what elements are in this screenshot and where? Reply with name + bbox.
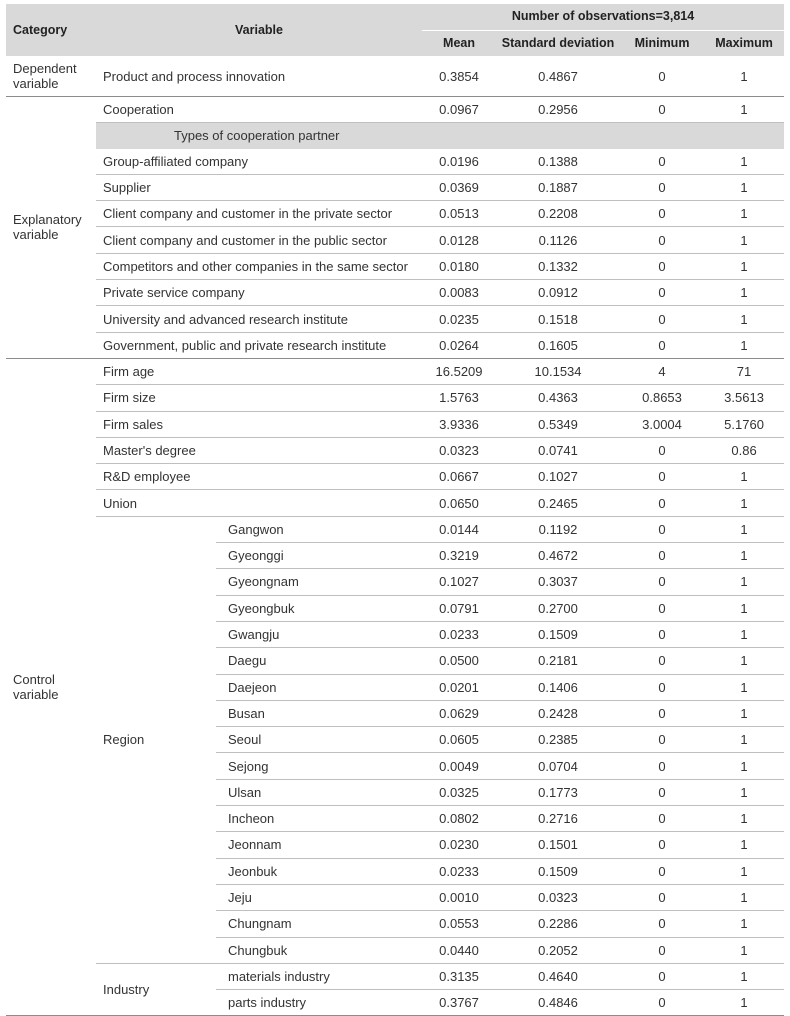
cell-mean: 0.0235 xyxy=(422,306,496,332)
group-industry: Industry xyxy=(96,963,216,1016)
cell-mean: 0.0667 xyxy=(422,464,496,490)
header-observations: Number of observations=3,814 xyxy=(422,4,784,30)
cell-min: 0 xyxy=(620,56,704,97)
region-name: Gangwon xyxy=(216,516,422,542)
cell-max: 1 xyxy=(704,332,784,358)
cell-mean: 0.0233 xyxy=(422,858,496,884)
cell-mean: 0.1027 xyxy=(422,569,496,595)
cell-max: 1 xyxy=(704,464,784,490)
cell-mean: 16.5209 xyxy=(422,358,496,384)
cell-min: 0 xyxy=(620,227,704,253)
header-variable: Variable xyxy=(96,4,422,56)
cell-sd: 0.1192 xyxy=(496,516,620,542)
cell-max: 1 xyxy=(704,648,784,674)
cell-min: 0 xyxy=(620,963,704,989)
cell-min: 0 xyxy=(620,280,704,306)
cell-min: 0 xyxy=(620,858,704,884)
cell-min: 0 xyxy=(620,464,704,490)
cell-sd: 0.1509 xyxy=(496,858,620,884)
cell-mean: 0.0650 xyxy=(422,490,496,516)
cell-max: 5.1760 xyxy=(704,411,784,437)
region-name: Chungbuk xyxy=(216,937,422,963)
cell-min: 0 xyxy=(620,806,704,832)
cell-sd: 0.1605 xyxy=(496,332,620,358)
table-body xyxy=(6,56,784,1016)
cell-mean: 0.0605 xyxy=(422,727,496,753)
variable-name: Competitors and other companies in the same sector xyxy=(96,253,422,279)
table-row xyxy=(6,149,784,175)
variable-name: Supplier xyxy=(96,174,422,200)
cell-mean: 0.0802 xyxy=(422,806,496,832)
region-name: Gyeongbuk xyxy=(216,595,422,621)
cell-max: 1 xyxy=(704,700,784,726)
cell-max: 0.86 xyxy=(704,437,784,463)
region-name: Incheon xyxy=(216,806,422,832)
cell-min: 0 xyxy=(620,595,704,621)
cell-min: 0 xyxy=(620,490,704,516)
cell-max: 1 xyxy=(704,937,784,963)
cell-mean: 1.5763 xyxy=(422,385,496,411)
cell-mean: 0.0196 xyxy=(422,149,496,175)
cell-min: 0 xyxy=(620,332,704,358)
cell-mean: 0.0128 xyxy=(422,227,496,253)
cell-mean: 0.0049 xyxy=(422,753,496,779)
variable-name: University and advanced research institute xyxy=(96,306,422,332)
cell-max: 71 xyxy=(704,358,784,384)
region-name: Sejong xyxy=(216,753,422,779)
table-row xyxy=(6,385,784,411)
table-row xyxy=(6,253,784,279)
cell-sd: 0.4672 xyxy=(496,543,620,569)
variable-name: Private service company xyxy=(96,280,422,306)
table-row xyxy=(6,332,784,358)
variable-name: R&D employee xyxy=(96,464,422,490)
cell-sd: 0.2956 xyxy=(496,97,620,123)
variable-name: Group-affiliated company xyxy=(96,149,422,175)
group-region: Region xyxy=(96,516,216,963)
cell-max: 1 xyxy=(704,149,784,175)
cell-mean: 0.0325 xyxy=(422,779,496,805)
cell-sd: 0.1332 xyxy=(496,253,620,279)
cell-max: 1 xyxy=(704,806,784,832)
table-row xyxy=(6,516,784,542)
table-row xyxy=(6,490,784,516)
cell-sd: 0.1887 xyxy=(496,174,620,200)
header-sd: Standard deviation xyxy=(496,30,620,56)
cell-mean: 0.0083 xyxy=(422,280,496,306)
cell-mean: 0.0553 xyxy=(422,911,496,937)
table-row xyxy=(6,358,784,384)
cell-min: 0 xyxy=(620,700,704,726)
cell-min: 0 xyxy=(620,543,704,569)
region-name: Jeonnam xyxy=(216,832,422,858)
cell-sd: 0.0912 xyxy=(496,280,620,306)
region-name: Gyeongnam xyxy=(216,569,422,595)
category-dependent: Dependent variable xyxy=(6,56,96,97)
cell-min: 0 xyxy=(620,97,704,123)
table-row xyxy=(6,963,784,989)
cell-sd: 0.4846 xyxy=(496,990,620,1016)
cell-sd: 0.5349 xyxy=(496,411,620,437)
table-row xyxy=(6,437,784,463)
header-min: Minimum xyxy=(620,30,704,56)
variable-name: Firm size xyxy=(96,385,422,411)
cell-min: 0 xyxy=(620,253,704,279)
cell-min: 4 xyxy=(620,358,704,384)
cell-mean: 0.3219 xyxy=(422,543,496,569)
variable-name: Client company and customer in the public sector xyxy=(96,227,422,253)
cell-mean: 0.0201 xyxy=(422,674,496,700)
variable-name: Client company and customer in the private sector xyxy=(96,201,422,227)
cell-sd: 0.2208 xyxy=(496,201,620,227)
cell-max: 1 xyxy=(704,174,784,200)
header-mean: Mean xyxy=(422,30,496,56)
table-row xyxy=(6,56,784,97)
cell-min: 0 xyxy=(620,674,704,700)
cell-sd: 0.1509 xyxy=(496,621,620,647)
cell-max: 1 xyxy=(704,306,784,332)
variable-name: Firm age xyxy=(96,358,422,384)
cell-min: 0 xyxy=(620,201,704,227)
variable-name: Master's degree xyxy=(96,437,422,463)
region-name: Ulsan xyxy=(216,779,422,805)
cell-min: 0.8653 xyxy=(620,385,704,411)
cell-min: 0 xyxy=(620,174,704,200)
variable-name: Government, public and private research institute xyxy=(96,332,422,358)
table-header xyxy=(6,4,784,56)
region-name: Daegu xyxy=(216,648,422,674)
cell-min: 0 xyxy=(620,621,704,647)
cell-max: 1 xyxy=(704,832,784,858)
cell-max: 1 xyxy=(704,56,784,97)
table-row xyxy=(6,306,784,332)
cell-max: 1 xyxy=(704,543,784,569)
cell-max: 1 xyxy=(704,516,784,542)
cell-mean: 0.0264 xyxy=(422,332,496,358)
cell-min: 0 xyxy=(620,990,704,1016)
variable-name: Union xyxy=(96,490,422,516)
table-row xyxy=(6,174,784,200)
cell-sd: 0.0741 xyxy=(496,437,620,463)
cell-min: 0 xyxy=(620,911,704,937)
cell-sd: 0.2181 xyxy=(496,648,620,674)
table-row xyxy=(6,97,784,123)
cell-sd: 0.1406 xyxy=(496,674,620,700)
cell-max: 1 xyxy=(704,97,784,123)
cell-sd: 0.4640 xyxy=(496,963,620,989)
cell-sd: 0.4867 xyxy=(496,56,620,97)
cell-min: 0 xyxy=(620,569,704,595)
cell-max: 1 xyxy=(704,990,784,1016)
industry-name: materials industry xyxy=(216,963,422,989)
region-name: Gwangju xyxy=(216,621,422,647)
industry-name: parts industry xyxy=(216,990,422,1016)
variable-name: Product and process innovation xyxy=(96,56,422,97)
cell-mean: 0.0500 xyxy=(422,648,496,674)
cell-max: 1 xyxy=(704,280,784,306)
category-control: Control variable xyxy=(6,358,96,1015)
region-name: Daejeon xyxy=(216,674,422,700)
header-category: Category xyxy=(6,4,96,56)
cell-max: 1 xyxy=(704,569,784,595)
cell-max: 1 xyxy=(704,911,784,937)
category-explanatory: Explanatory variable xyxy=(6,97,96,359)
cell-max: 1 xyxy=(704,674,784,700)
cell-min: 0 xyxy=(620,516,704,542)
cell-max: 1 xyxy=(704,727,784,753)
cell-mean: 0.3767 xyxy=(422,990,496,1016)
cell-min: 0 xyxy=(620,437,704,463)
cell-mean: 0.0369 xyxy=(422,174,496,200)
region-name: Seoul xyxy=(216,727,422,753)
cell-mean: 0.0010 xyxy=(422,884,496,910)
table-row xyxy=(6,280,784,306)
cell-sd: 0.2286 xyxy=(496,911,620,937)
variable-name: Cooperation xyxy=(96,97,422,123)
descriptive-statistics-table xyxy=(6,4,784,1016)
cell-mean: 0.0967 xyxy=(422,97,496,123)
cell-min: 0 xyxy=(620,149,704,175)
cell-max: 1 xyxy=(704,201,784,227)
cell-min: 0 xyxy=(620,884,704,910)
cell-min: 0 xyxy=(620,648,704,674)
cell-mean: 0.0323 xyxy=(422,437,496,463)
partner-types-subheading: Types of cooperation partner xyxy=(96,123,784,149)
cell-max: 1 xyxy=(704,621,784,647)
cell-sd: 0.1501 xyxy=(496,832,620,858)
cell-sd: 0.1027 xyxy=(496,464,620,490)
cell-max: 1 xyxy=(704,858,784,884)
cell-sd: 0.2465 xyxy=(496,490,620,516)
table-row xyxy=(6,411,784,437)
cell-sd: 0.1126 xyxy=(496,227,620,253)
cell-min: 0 xyxy=(620,727,704,753)
cell-mean: 3.9336 xyxy=(422,411,496,437)
cell-mean: 0.0440 xyxy=(422,937,496,963)
cell-max: 1 xyxy=(704,884,784,910)
cell-max: 1 xyxy=(704,490,784,516)
cell-sd: 0.2385 xyxy=(496,727,620,753)
cell-sd: 10.1534 xyxy=(496,358,620,384)
table-row xyxy=(6,464,784,490)
cell-max: 1 xyxy=(704,779,784,805)
cell-sd: 0.1388 xyxy=(496,149,620,175)
cell-min: 3.0004 xyxy=(620,411,704,437)
cell-mean: 0.3854 xyxy=(422,56,496,97)
cell-min: 0 xyxy=(620,779,704,805)
cell-sd: 0.2716 xyxy=(496,806,620,832)
cell-sd: 0.4363 xyxy=(496,385,620,411)
cell-max: 1 xyxy=(704,253,784,279)
cell-mean: 0.0791 xyxy=(422,595,496,621)
cell-sd: 0.2428 xyxy=(496,700,620,726)
cell-sd: 0.3037 xyxy=(496,569,620,595)
table-row xyxy=(6,201,784,227)
cell-mean: 0.0233 xyxy=(422,621,496,647)
region-name: Jeonbuk xyxy=(216,858,422,884)
cell-max: 1 xyxy=(704,753,784,779)
subheading-row xyxy=(6,123,784,149)
cell-min: 0 xyxy=(620,832,704,858)
region-name: Jeju xyxy=(216,884,422,910)
region-name: Busan xyxy=(216,700,422,726)
cell-mean: 0.0180 xyxy=(422,253,496,279)
cell-sd: 0.1773 xyxy=(496,779,620,805)
cell-mean: 0.3135 xyxy=(422,963,496,989)
cell-min: 0 xyxy=(620,306,704,332)
cell-sd: 0.2052 xyxy=(496,937,620,963)
region-name: Gyeonggi xyxy=(216,543,422,569)
cell-sd: 0.1518 xyxy=(496,306,620,332)
cell-min: 0 xyxy=(620,937,704,963)
variable-name: Firm sales xyxy=(96,411,422,437)
cell-sd: 0.2700 xyxy=(496,595,620,621)
cell-max: 3.5613 xyxy=(704,385,784,411)
cell-max: 1 xyxy=(704,227,784,253)
cell-mean: 0.0629 xyxy=(422,700,496,726)
cell-sd: 0.0704 xyxy=(496,753,620,779)
cell-min: 0 xyxy=(620,753,704,779)
region-name: Chungnam xyxy=(216,911,422,937)
header-max: Maximum xyxy=(704,30,784,56)
cell-sd: 0.0323 xyxy=(496,884,620,910)
cell-mean: 0.0513 xyxy=(422,201,496,227)
table-row xyxy=(6,227,784,253)
cell-max: 1 xyxy=(704,595,784,621)
cell-mean: 0.0144 xyxy=(422,516,496,542)
cell-max: 1 xyxy=(704,963,784,989)
cell-mean: 0.0230 xyxy=(422,832,496,858)
